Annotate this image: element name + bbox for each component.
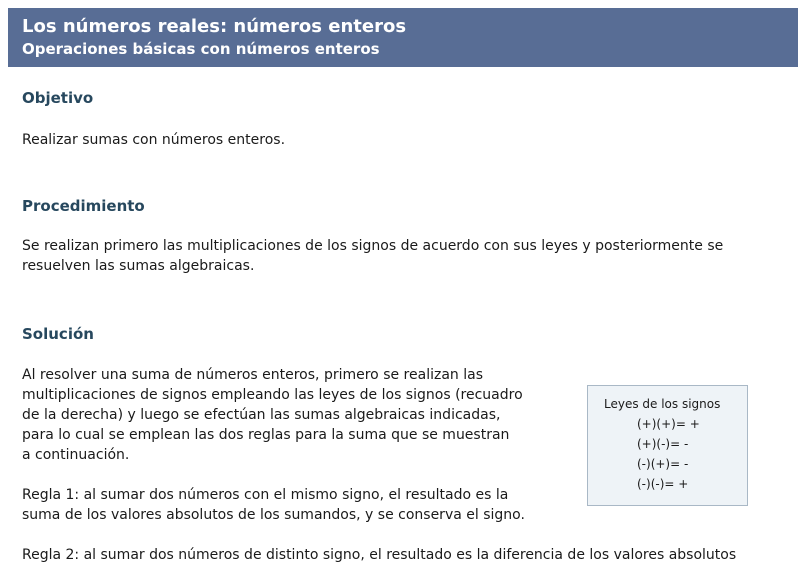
signs-box-title: Leyes de los signos (604, 397, 721, 411)
objetivo-line: Realizar sumas con números enteros. (22, 132, 286, 148)
procedimiento-text (22, 236, 723, 276)
solucion-line: de la derecha) y luego se efectúan las sumas algebraicas indicadas, (22, 407, 501, 423)
procedimiento-line: Se realizan primero las multiplicaciones de los signos de acuerdo con sus leyes y posteriormente se (22, 238, 724, 254)
sign-rule: (-)(+)= - (637, 457, 689, 471)
solucion-line: para lo cual se emplean las dos reglas para la suma que se muestran (22, 427, 510, 443)
regla1-line: suma de los valores absolutos de los sumandos, y se conserva el signo. (22, 507, 525, 523)
sign-rule: (+)(+)= + (637, 417, 700, 431)
page-subtitle: Operaciones básicas con números enteros (22, 40, 380, 58)
page-header (8, 8, 798, 67)
solucion-line: a continuación. (22, 447, 130, 463)
page-title: Los números reales: números enteros (22, 16, 407, 37)
objetivo-heading: Objetivo (22, 89, 94, 107)
procedimiento-line: resuelven las sumas algebraicas. (22, 258, 255, 274)
solucion-line: Al resolver una suma de números enteros, primero se realizan las (22, 367, 483, 383)
solucion-heading: Solución (22, 325, 94, 343)
regla2-paragraph (22, 545, 736, 565)
signs-laws-box (587, 385, 748, 506)
regla1-line: Regla 1: al sumar dos números con el mismo signo, el resultado es la (22, 487, 509, 503)
sign-rule: (+)(-)= - (637, 437, 689, 451)
procedimiento-heading: Procedimiento (22, 197, 145, 215)
solucion-line: multiplicaciones de signos empleando las leyes de los signos (recuadro (22, 387, 523, 403)
objetivo-text (22, 130, 285, 150)
sign-rule: (-)(-)= + (637, 477, 689, 491)
solucion-paragraph (22, 365, 523, 465)
regla2-line: Regla 2: al sumar dos números de distinto signo, el resultado es la diferencia de los valores absolutos (22, 547, 737, 563)
regla1-paragraph (22, 485, 525, 525)
